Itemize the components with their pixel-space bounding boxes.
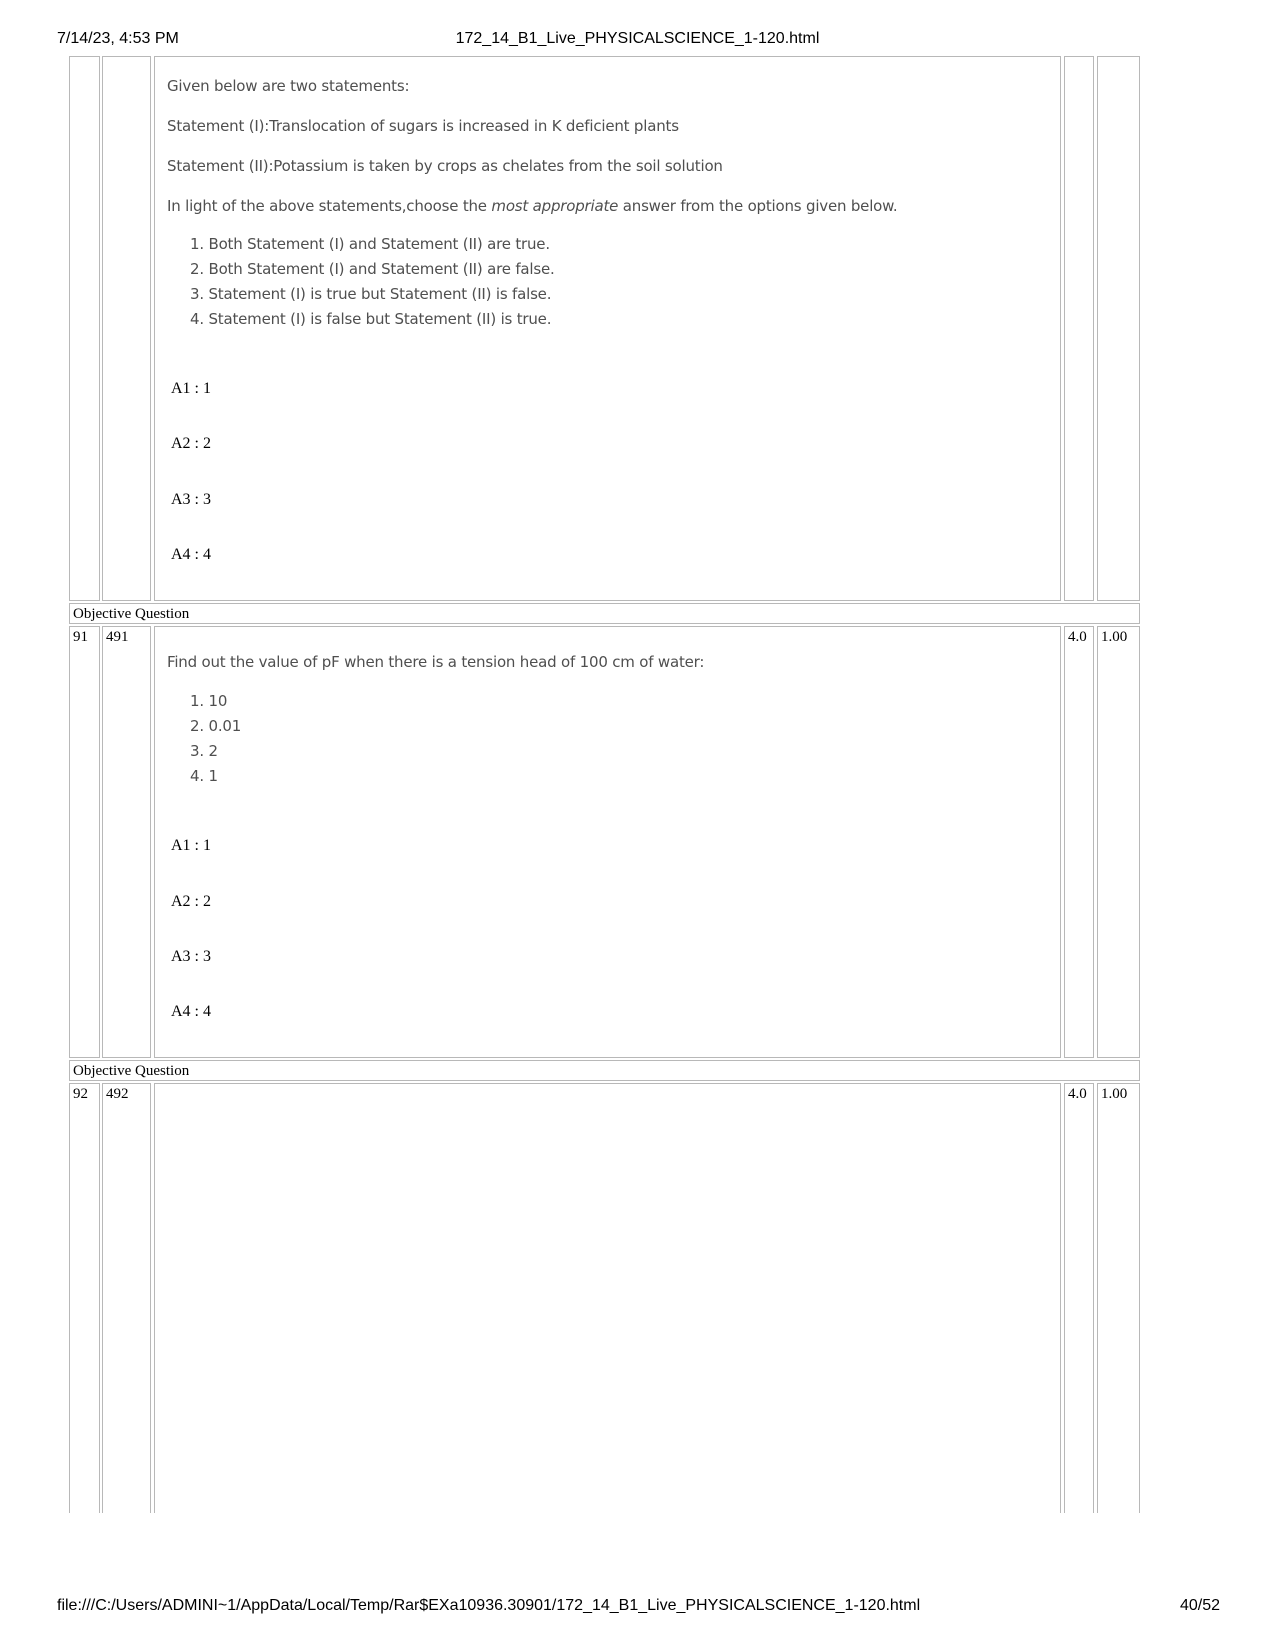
print-footer: [0, 1597, 1275, 1617]
print-datetime: 7/14/23, 4:53 PM: [57, 30, 179, 47]
q90-neg-cell: [1097, 56, 1140, 601]
q92-marks-cell: 4.0: [1064, 1083, 1094, 1513]
q91-neg-cell: 1.00: [1097, 626, 1140, 1058]
q90-instruction: [167, 197, 897, 215]
q90-instruction-emphasis: most appropriate: [491, 197, 619, 215]
q91-question-text: Find out the value of pF when there is a tension head of 100 cm of water:: [167, 653, 705, 671]
q91-answer-1: A1 : 1: [171, 837, 211, 854]
q90-statement-1: Statement (I):Translocation of sugars is increased in K deficient plants: [167, 117, 679, 135]
q91-option: 2. 0.01: [190, 717, 242, 735]
q90-intro: Given below are two statements:: [167, 77, 410, 95]
q90-option: 3. Statement (I) is true but Statement (II) is false.: [190, 285, 552, 303]
q91-answer-4: A4 : 4: [171, 1003, 211, 1020]
print-header: [0, 30, 1275, 50]
q92-sno-cell: 92: [69, 1083, 100, 1513]
q90-option: 2. Both Statement (I) and Statement (II) are false.: [190, 260, 555, 278]
section-label: Objective Question: [69, 1060, 1140, 1081]
q90-answer-3: A3 : 3: [171, 491, 211, 508]
q90-qid-cell: [102, 56, 151, 601]
q91-options: [190, 689, 241, 789]
q91-option: 3. 2: [190, 742, 218, 760]
q90-answer-2: A2 : 2: [171, 435, 211, 452]
q90-options: [190, 232, 555, 332]
q92-body-cell: [154, 1083, 1061, 1513]
q90-instruction-after: answer from the options given below.: [618, 197, 898, 215]
q90-answer-1: A1 : 1: [171, 380, 211, 397]
q92-qid-cell: 492: [102, 1083, 151, 1513]
q90-instruction-before: In light of the above statements,choose the: [167, 197, 492, 215]
print-page-number: 40/52: [1179, 1597, 1220, 1614]
print-file-path: file:///C:/Users/ADMINI~1/AppData/Local/Temp/Rar$EXa10936.30901/172_14_B1_Live_PHYSICALSCIENCE_1-120.html: [57, 1597, 921, 1614]
q90-marks-cell: [1064, 56, 1094, 601]
q91-answer-3: A3 : 3: [171, 948, 211, 965]
q91-qid-cell: 491: [102, 626, 151, 1058]
q91-body-cell: [154, 626, 1061, 1058]
q91-option: 4. 1: [190, 767, 218, 785]
q90-option: 1. Both Statement (I) and Statement (II) are true.: [190, 235, 550, 253]
q92-neg-cell: 1.00: [1097, 1083, 1140, 1513]
section-label: Objective Question: [69, 603, 1140, 624]
q91-sno-cell: 91: [69, 626, 100, 1058]
q90-sno-cell: [69, 56, 100, 601]
q91-answer-2: A2 : 2: [171, 893, 211, 910]
q90-answer-4: A4 : 4: [171, 546, 211, 563]
q91-option: 1. 10: [190, 692, 228, 710]
q90-statement-2: Statement (II):Potassium is taken by crops as chelates from the soil solution: [167, 157, 723, 175]
q90-option: 4. Statement (I) is false but Statement (II) is true.: [190, 310, 552, 328]
print-document-title: 172_14_B1_Live_PHYSICALSCIENCE_1-120.html: [455, 30, 820, 47]
q91-marks-cell: 4.0: [1064, 626, 1094, 1058]
